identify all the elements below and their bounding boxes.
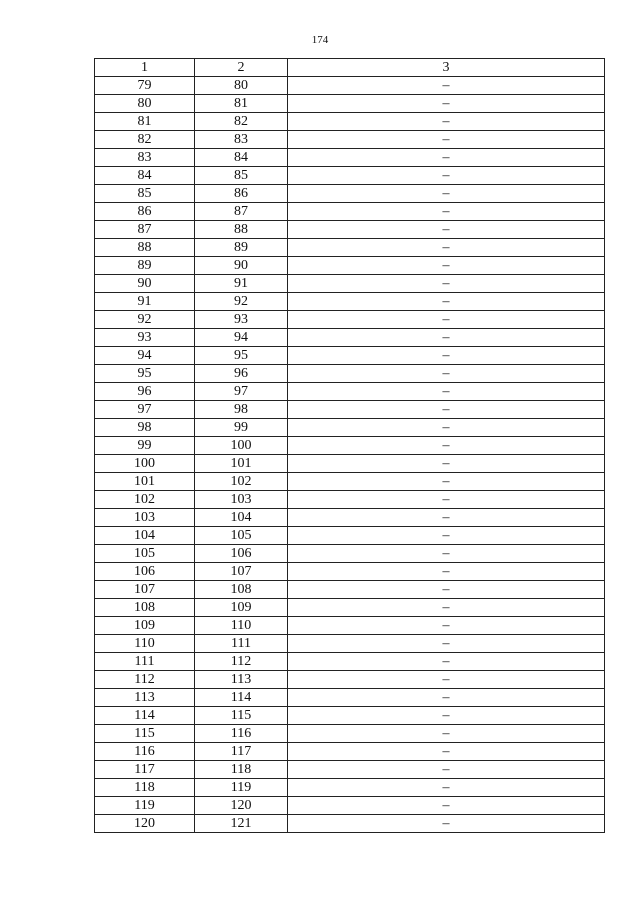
- table-cell-col-2: 100: [195, 437, 288, 455]
- table-cell-col-2: 104: [195, 509, 288, 527]
- table-row: [95, 743, 605, 761]
- table-cell-col-2: 97: [195, 383, 288, 401]
- column-header-2: 2: [195, 59, 288, 77]
- table-cell-col-1: 105: [95, 545, 195, 563]
- table-row: [95, 275, 605, 293]
- table-row: [95, 635, 605, 653]
- table-cell-col-2: 117: [195, 743, 288, 761]
- table-row: [95, 671, 605, 689]
- table-cell-col-2: 106: [195, 545, 288, 563]
- table-cell-col-1: 97: [95, 401, 195, 419]
- table-cell-col-2: 82: [195, 113, 288, 131]
- table-row: [95, 419, 605, 437]
- table-cell-col-1: 98: [95, 419, 195, 437]
- table-cell-col-3: –: [288, 617, 605, 635]
- table-cell-col-3: –: [288, 455, 605, 473]
- table-row: [95, 185, 605, 203]
- table-cell-col-2: 92: [195, 293, 288, 311]
- table-cell-col-1: 82: [95, 131, 195, 149]
- table-cell-col-3: –: [288, 293, 605, 311]
- table-cell-col-2: 114: [195, 689, 288, 707]
- table-cell-col-3: –: [288, 383, 605, 401]
- table-row: [95, 239, 605, 257]
- table-row: [95, 779, 605, 797]
- table-cell-col-3: –: [288, 203, 605, 221]
- table-cell-col-1: 84: [95, 167, 195, 185]
- table-cell-col-1: 81: [95, 113, 195, 131]
- table-cell-col-3: –: [288, 257, 605, 275]
- table-cell-col-2: 96: [195, 365, 288, 383]
- table-cell-col-1: 92: [95, 311, 195, 329]
- table-cell-col-3: –: [288, 77, 605, 95]
- table-cell-col-3: –: [288, 329, 605, 347]
- table-row: [95, 491, 605, 509]
- table-cell-col-2: 113: [195, 671, 288, 689]
- table-cell-col-2: 121: [195, 815, 288, 833]
- table-row: [95, 365, 605, 383]
- table-cell-col-2: 112: [195, 653, 288, 671]
- table-cell-col-3: –: [288, 365, 605, 383]
- table-cell-col-3: –: [288, 509, 605, 527]
- table-row: [95, 77, 605, 95]
- table-row: [95, 509, 605, 527]
- table-cell-col-3: –: [288, 491, 605, 509]
- table-cell-col-2: 116: [195, 725, 288, 743]
- table-cell-col-1: 90: [95, 275, 195, 293]
- table-cell-col-1: 116: [95, 743, 195, 761]
- table-cell-col-2: 90: [195, 257, 288, 275]
- table-body: [95, 77, 605, 833]
- table-row: [95, 311, 605, 329]
- table-cell-col-3: –: [288, 671, 605, 689]
- table-row: [95, 401, 605, 419]
- table-cell-col-3: –: [288, 149, 605, 167]
- table-cell-col-3: –: [288, 239, 605, 257]
- table-cell-col-3: –: [288, 635, 605, 653]
- table-row: [95, 527, 605, 545]
- table-cell-col-3: –: [288, 275, 605, 293]
- table-cell-col-1: 80: [95, 95, 195, 113]
- table-cell-col-2: 120: [195, 797, 288, 815]
- table-cell-col-1: 100: [95, 455, 195, 473]
- table-cell-col-1: 83: [95, 149, 195, 167]
- table-cell-col-1: 101: [95, 473, 195, 491]
- table-cell-col-2: 109: [195, 599, 288, 617]
- table-cell-col-1: 120: [95, 815, 195, 833]
- table-cell-col-2: 98: [195, 401, 288, 419]
- table-cell-col-2: 87: [195, 203, 288, 221]
- table-row: [95, 113, 605, 131]
- table-row: [95, 257, 605, 275]
- table-cell-col-3: –: [288, 347, 605, 365]
- table-cell-col-1: 91: [95, 293, 195, 311]
- table-cell-col-2: 88: [195, 221, 288, 239]
- table-cell-col-2: 94: [195, 329, 288, 347]
- table-cell-col-2: 119: [195, 779, 288, 797]
- table-cell-col-2: 115: [195, 707, 288, 725]
- table-cell-col-2: 86: [195, 185, 288, 203]
- table-cell-col-1: 89: [95, 257, 195, 275]
- column-header-3: 3: [288, 59, 605, 77]
- table-cell-col-3: –: [288, 221, 605, 239]
- table-cell-col-2: 118: [195, 761, 288, 779]
- table-cell-col-1: 94: [95, 347, 195, 365]
- table-cell-col-3: –: [288, 311, 605, 329]
- table-cell-col-3: –: [288, 545, 605, 563]
- table-cell-col-1: 118: [95, 779, 195, 797]
- table-cell-col-2: 102: [195, 473, 288, 491]
- table-row: [95, 581, 605, 599]
- table-cell-col-3: –: [288, 401, 605, 419]
- table-cell-col-3: –: [288, 131, 605, 149]
- table-cell-col-1: 107: [95, 581, 195, 599]
- table-cell-col-2: 85: [195, 167, 288, 185]
- table-row: [95, 347, 605, 365]
- table-cell-col-1: 111: [95, 653, 195, 671]
- table-cell-col-3: –: [288, 527, 605, 545]
- table-cell-col-1: 119: [95, 797, 195, 815]
- table-cell-col-1: 103: [95, 509, 195, 527]
- table-row: [95, 437, 605, 455]
- table-cell-col-2: 83: [195, 131, 288, 149]
- table-row: [95, 473, 605, 491]
- table-row: [95, 707, 605, 725]
- table-cell-col-3: –: [288, 563, 605, 581]
- table-cell-col-1: 95: [95, 365, 195, 383]
- table-cell-col-3: –: [288, 419, 605, 437]
- table-cell-col-1: 109: [95, 617, 195, 635]
- table-cell-col-3: –: [288, 815, 605, 833]
- table-row: [95, 95, 605, 113]
- table-row: [95, 545, 605, 563]
- table-cell-col-1: 115: [95, 725, 195, 743]
- table-row: [95, 131, 605, 149]
- table-cell-col-1: 114: [95, 707, 195, 725]
- table-cell-col-2: 108: [195, 581, 288, 599]
- table-cell-col-2: 101: [195, 455, 288, 473]
- table-cell-col-3: –: [288, 653, 605, 671]
- table-cell-col-2: 110: [195, 617, 288, 635]
- table-row: [95, 329, 605, 347]
- table-cell-col-1: 117: [95, 761, 195, 779]
- table-cell-col-3: –: [288, 581, 605, 599]
- table-cell-col-2: 99: [195, 419, 288, 437]
- table-cell-col-3: –: [288, 113, 605, 131]
- table-cell-col-1: 106: [95, 563, 195, 581]
- table-cell-col-1: 93: [95, 329, 195, 347]
- table-cell-col-3: –: [288, 185, 605, 203]
- table-cell-col-1: 113: [95, 689, 195, 707]
- table-cell-col-1: 104: [95, 527, 195, 545]
- table-cell-col-2: 84: [195, 149, 288, 167]
- table-cell-col-2: 95: [195, 347, 288, 365]
- table-cell-col-3: –: [288, 689, 605, 707]
- table-cell-col-1: 108: [95, 599, 195, 617]
- table-row: [95, 383, 605, 401]
- table-cell-col-3: –: [288, 797, 605, 815]
- table-cell-col-1: 99: [95, 437, 195, 455]
- table-row: [95, 293, 605, 311]
- table-row: [95, 221, 605, 239]
- table-cell-col-1: 85: [95, 185, 195, 203]
- table-cell-col-2: 89: [195, 239, 288, 257]
- table-cell-col-1: 112: [95, 671, 195, 689]
- table-cell-col-3: –: [288, 473, 605, 491]
- table-row: [95, 797, 605, 815]
- column-header-1: 1: [95, 59, 195, 77]
- table-header: [95, 59, 605, 77]
- table-cell-col-1: 110: [95, 635, 195, 653]
- table-cell-col-2: 91: [195, 275, 288, 293]
- table-cell-col-2: 111: [195, 635, 288, 653]
- table-row: [95, 653, 605, 671]
- table-cell-col-1: 96: [95, 383, 195, 401]
- table-cell-col-3: –: [288, 743, 605, 761]
- table-cell-col-1: 102: [95, 491, 195, 509]
- table-cell-col-3: –: [288, 707, 605, 725]
- table-cell-col-1: 79: [95, 77, 195, 95]
- table-row: [95, 455, 605, 473]
- table-row: [95, 617, 605, 635]
- table-cell-col-1: 87: [95, 221, 195, 239]
- table-row: [95, 203, 605, 221]
- table-cell-col-1: 88: [95, 239, 195, 257]
- page-number: 174: [311, 34, 329, 46]
- table-cell-col-3: –: [288, 779, 605, 797]
- table-cell-col-2: 80: [195, 77, 288, 95]
- table-cell-col-3: –: [288, 167, 605, 185]
- table-row: [95, 563, 605, 581]
- table-cell-col-2: 103: [195, 491, 288, 509]
- table-cell-col-3: –: [288, 95, 605, 113]
- table-cell-col-1: 86: [95, 203, 195, 221]
- table-cell-col-2: 93: [195, 311, 288, 329]
- table-row: [95, 761, 605, 779]
- table-cell-col-2: 107: [195, 563, 288, 581]
- table-row: [95, 599, 605, 617]
- table-cell-col-2: 81: [195, 95, 288, 113]
- table-cell-col-3: –: [288, 761, 605, 779]
- table-row: [95, 689, 605, 707]
- table-row: [95, 149, 605, 167]
- data-table: [94, 58, 605, 833]
- table-cell-col-3: –: [288, 599, 605, 617]
- table-row: [95, 725, 605, 743]
- header-row: [95, 59, 605, 77]
- table-row: [95, 815, 605, 833]
- table-cell-col-3: –: [288, 437, 605, 455]
- table-row: [95, 167, 605, 185]
- table-cell-col-2: 105: [195, 527, 288, 545]
- table-cell-col-3: –: [288, 725, 605, 743]
